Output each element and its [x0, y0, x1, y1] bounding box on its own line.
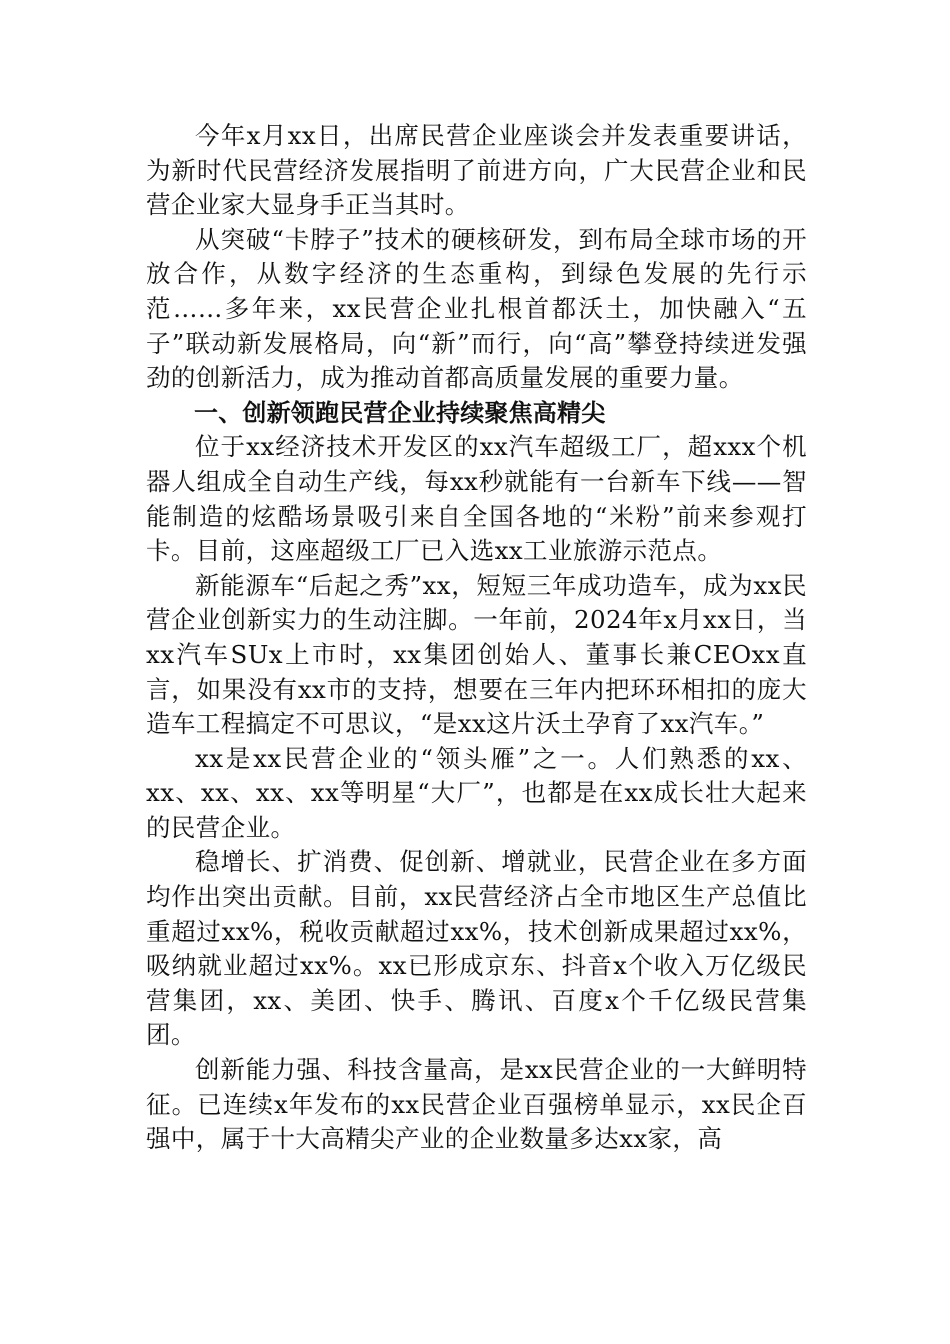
paragraph: xx是xx民营企业的“领头雁”之一。人们熟悉的xx、xx、xx、xx、xx等明星“大厂”，也都是在xx成长壮大起来的民营企业。	[146, 743, 807, 842]
paragraph: 位于xx经济技术开发区的xx汽车超级工厂，超xxx个机器人组成全自动生产线，每xx秒就能有一台新车下线——智能制造的炫酷场景吸引来自全国各地的“米粉”前来参观打卡。目前，这座超级工厂已入选xx工业旅游示范点。	[146, 432, 807, 566]
section-heading: 一、创新领跑民营企业持续聚焦高精尖	[194, 398, 606, 427]
paragraph: 新能源车“后起之秀”xx，短短三年成功造车，成为xx民营企业创新实力的生动注脚。一年前，2024年x月xx日，当xx汽车SUx上市时，xx集团创始人、董事长兼CEOxx直言，如果没有xx市的支持，想要在三年内把环环相扣的庞大造车工程搞定不可思议，“是xx这片沃土孕育了xx汽车。”	[146, 570, 807, 739]
paragraph: 今年x月xx日，出席民营企业座谈会并发表重要讲话，为新时代民营经济发展指明了前进方向，广大民营企业和民营企业家大显身手正当其时。	[146, 121, 807, 220]
paragraph: 稳增长、扩消费、促创新、增就业，民营企业在多方面均作出突出贡献。目前，xx民营经济占全市地区生产总值比重超过xx%，税收贡献超过xx%，技术创新成果超过xx%，吸纳就业超过xx%。xx已形成京东、抖音x个收入万亿级民营集团，xx、美团、快手、腾讯、百度x个千亿级民营集团。	[146, 847, 807, 1050]
paragraph: 从突破“卡脖子”技术的硬核研发，到布局全球市场的开放合作，从数字经济的生态重构，到绿色发展的先行示范……多年来，xx民营企业扎根首都沃土，加快融入“五子”联动新发展格局，向“新”而行，向“高”攀登持续迸发强劲的创新活力，成为推动首都高质量发展的重要力量。	[146, 224, 807, 393]
document-body	[146, 119, 807, 1157]
paragraph: 创新能力强、科技含量高，是xx民营企业的一大鲜明特征。已连续x年发布的xx民营企业百强榜单显示，xx民企百强中，属于十大高精尖产业的企业数量多达xx家，高	[146, 1055, 807, 1154]
